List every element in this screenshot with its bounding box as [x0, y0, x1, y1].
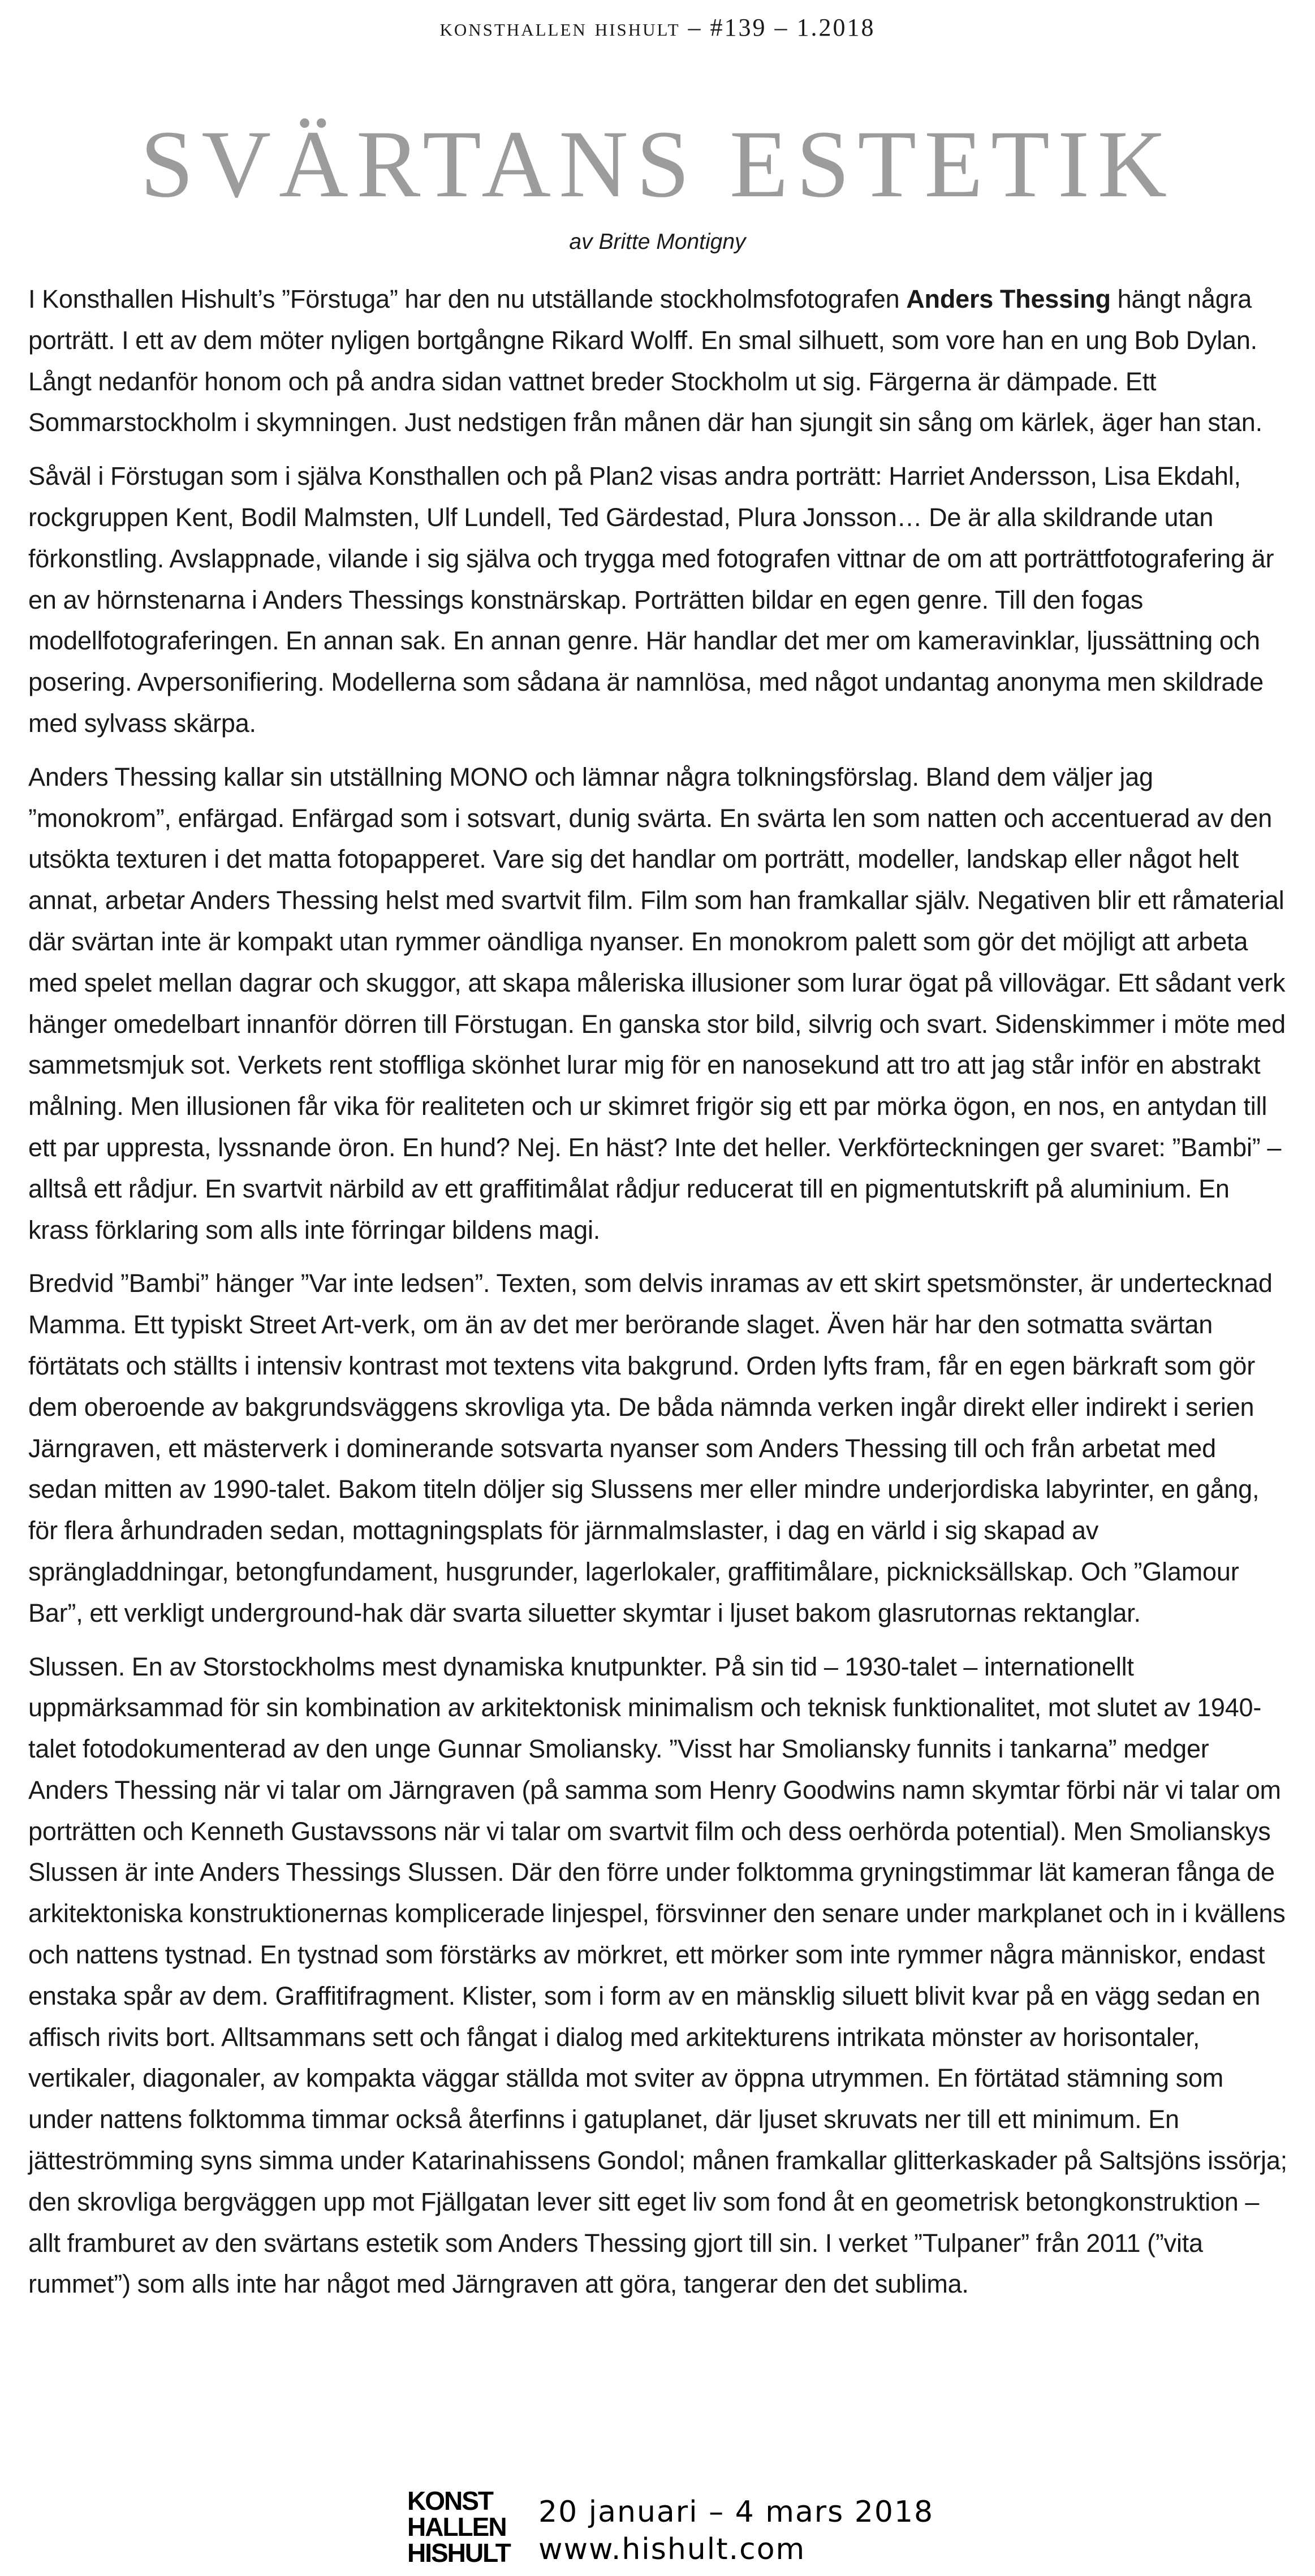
paragraph-3: Anders Thessing kallar sin utställning MONO och lämnar några tolkningsförslag. Bland dem väljer jag ”monokrom”, enfärgad. Enfärgad som i sotsvart, dunig svärta. En svärta len som natten och accentuerad av den utsökta texturen i det matta fotopapperet. Vare sig det handlar om porträtt, modeller, landskap eller något helt annat, arbetar Anders Thessing helst med svartvit film. Film som han framkallar själv. Negativen blir ett råmaterial där svärtan inte är kompakt utan rymmer oändliga nyanser. En monokrom palett som gör det möjligt att arbeta med spelet mellan dagrar och skuggor, att skapa måleriska illusioner som lurar ögat på villovägar. Ett sådant verk hänger omedelbart innanför dörren till Förstugan. En ganska stor bild, silvrig och svart. Sidenskimmer i möte med sammetsmjuk sot. Verkets rent stoffliga skönhet lurar mig för en nanosekund att tro att jag står inför en abstrakt målning. Men illusionen får vika för realiteten och ur skimret frigör sig ett par mörka ögon, en nos, en antydan till ett par uppresta, lyssnande öron. En hund? Nej. En häst? Inte det heller. Verkförteckningen ger svaret: ”Bambi” – alltså ett rådjur. En svartvit närbild av ett graffitimålat rådjur reducerat till en pigmentutskrift på aluminium. En krass förklaring som alls inte förringar bildens magi. — [28, 762, 1286, 1244]
paragraph-1-rest: hängt några porträtt. I ett av dem möter nyligen bortgångne Rikard Wolff. En smal silhuett, som vore han en ung Bob Dylan. Långt nedanför honom och på andra sidan vattnet breder Stockholm ut sig. Färgerna är dämpade. Ett Sommarstockholm i skymningen. Just nedstigen från månen där han sjungit sin sång om kärlek, äger han stan. — [28, 285, 1262, 437]
paragraph-2: Såväl i Förstugan som i själva Konsthallen och på Plan2 visas andra porträtt: Harriet Andersson, Lisa Ekdahl, rockgruppen Kent, Bodil Malmsten, Ulf Lundell, Ted Gärdestad, Plura Jonsson… De är alla skildrande utan förkonstling. Avslappnade, vilande i sig själva och trygga med fotografen vittnar de om att porträttfotografering är en av hörnstenarna i Anders Thessings konstnärskap. Porträtten bildar en egen genre. Till den fogas modellfotograferingen. En annan sak. En annan genre. Här handlar det mer om kameravinklar, ljussättning och posering. Avpersonifiering. Modellerna som sådana är namnlösa, med något undantag anonyma men skildrade med sylvass skärpa. — [28, 462, 1274, 738]
paragraph-4: Bredvid ”Bambi” hänger ”Var inte ledsen”. Texten, som delvis inramas av ett skirt spetsmönster, är undertecknad Mamma. Ett typiskt Street Art-verk, om än av det mer berörande slaget. Även här har den sotmatta svärtan förtätats och ställts i intensiv kontrast mot textens vita bakgrund. Orden lyfts fram, får en egen bärkraft som gör dem oberoende av bakgrundsväggens skrovliga yta. De båda nämnda verken ingår direkt eller indirekt i serien Järngraven, ett mästerverk i dominerande sotsvarta nyanser som Anders Thessing till och från arbetat med sedan mitten av 1990-talet. Bakom titeln döljer sig Slussens mer eller mindre underjordiska labyrinter, en gång, för flera århundraden sedan, mottagningsplats för järnmalmslaster, i dag en värld i sig skapad av sprängladdningar, betongfundament, husgrunder, lagerlokaler, graffitimålare, picknicksällskap. Och ”Glamour Bar”, ett verkligt underground-hak där svarta siluetter skymtar i ljuset bakom glasrutornas rektanglar. — [28, 1269, 1273, 1627]
footer-info — [538, 2493, 934, 2568]
website-link[interactable]: www.hishult.com — [538, 2532, 806, 2566]
paragraph-1-intro: I Konsthallen Hishult’s ”Förstuga” har den nu utställande stockholmsfotografen — [28, 285, 907, 313]
paragraph-1 — [28, 279, 1290, 443]
footer — [0, 2488, 1315, 2573]
masthead: konsthallen hishult – #139 – 1.2018 — [439, 14, 876, 41]
article-body — [28, 279, 1290, 2317]
logo-line-3: HISHULT — [407, 2538, 510, 2568]
article-title: SVÄRTANS ESTETIK — [140, 111, 1175, 217]
exhibition-dates: 20 januari – 4 mars 2018 — [538, 2495, 934, 2529]
logo-line-1: KONST — [407, 2486, 493, 2515]
paragraph-5: Slussen. En av Storstockholms mest dynamiska knutpunkter. På sin tid – 1930-talet – internationellt uppmärksammad för sin kombination av arkitektonisk minimalism och teknisk funktionalitet, mot slutet av 1940-talet fotodokumenterad av den unge Gunnar Smoliansky. ”Visst har Smoliansky funnits i tankarna” medger Anders Thessing när vi talar om Järngraven (på samma som Henry Goodwins namn skymtar förbi när vi talar om porträtten och Kenneth Gustavssons när vi talar om svartvit film och dess oerhörda potential). Men Smolianskys Slussen är inte Anders Thessings Slussen. Där den förre under folktomma gryningstimmar lät kameran fånga de arkitektoniska konstruktionernas komplicerade linjespel, försvinner den senare under markplanet och in i kvällens och nattens tystnad. En tystnad som förstärks av mörkret, ett mörker som inte rymmer några människor, endast enstaka spår av dem. Graffitifragment. Klister, som i form av en mänsklig siluett blivit kvar på en vägg sedan en affisch rivits bort. Alltsammans sett och fångat i dialog med arkitekturens intrikata mönster av horisontaler, vertikaler, diagonaler, av kompakta väggar ställda mot sviter av öppna utrymmen. En förtätad stämning som under nattens folktomma timmar också återfinns i gatuplanet, där ljuset skruvats ner till ett minimum. En jätteströmming syns simma under Katarinahissens Gondol; månen framkallar glitterkaskader på Saltsjöns issörja; den skrovliga bergväggen upp mot Fjällgatan lever sitt eget liv som fond åt en geometrisk betongkonstruktion – allt framburet av den svärtans estetik som Anders Thessing gjort till sin. I verket ”Tulpaner” från 2011 (”vita rummet”) som alls inte har något med Järngraven att göra, tangerar den det sublima. — [28, 1652, 1287, 2299]
byline: av Britte Montigny — [569, 230, 746, 254]
artist-name: Anders Thessing — [906, 285, 1111, 313]
logo-line-2: HALLEN — [407, 2512, 506, 2541]
konsthallen-logo — [407, 2488, 520, 2566]
